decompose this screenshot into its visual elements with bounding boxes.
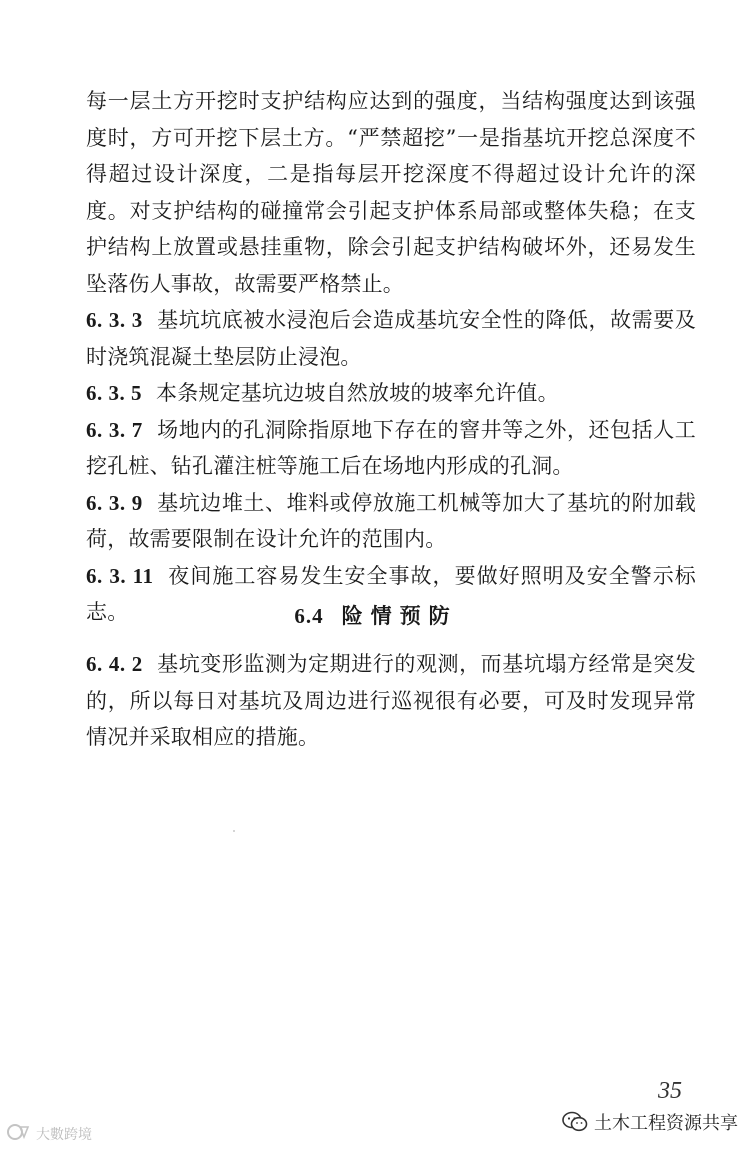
clause-text: 基坑边堆土、堆料或停放施工机械等加大了基坑的附加载荷，故需要限制在设计允许的范围内。 bbox=[86, 490, 697, 551]
section-title-text: 险情预防 bbox=[341, 604, 458, 628]
body-text-top bbox=[86, 83, 696, 631]
body-text-bottom bbox=[86, 646, 696, 756]
clause-paragraph bbox=[86, 375, 696, 412]
clause-number: 6. 4. 2 bbox=[86, 652, 143, 676]
section-number: 6.4 bbox=[294, 604, 324, 628]
clause-paragraph bbox=[86, 646, 696, 756]
page-number: 35 bbox=[658, 1078, 682, 1104]
clause-text: 夜间施工容易发生安全事故，要做好照明及安全警示标志。 bbox=[86, 563, 696, 624]
clause-number: 6. 3. 5 bbox=[86, 381, 142, 405]
clause-paragraph bbox=[86, 302, 696, 375]
clause-text: 本条规定基坑边坡自然放坡的坡率允许值。 bbox=[156, 381, 559, 405]
clause-paragraph bbox=[86, 412, 696, 485]
section-heading bbox=[0, 601, 752, 631]
clause-text: 场地内的孔洞除指原地下存在的窨井等之外，还包括人工挖孔桩、钻孔灌注桩等施工后在场地内形成的孔洞。 bbox=[86, 417, 697, 478]
clause-paragraph bbox=[86, 485, 696, 558]
clause-number: 6. 3. 3 bbox=[86, 308, 143, 332]
source-watermark bbox=[562, 1108, 738, 1136]
watermark-text: 土木工程资源共享 bbox=[594, 1113, 738, 1134]
clause-number: 6. 3. 11 bbox=[86, 563, 154, 588]
paragraph: 每一层土方开挖时支护结构应达到的强度，当结构强度达到该强度时，方可开挖下层土方。“严禁超挖”一是指基坑开挖总深度不得超过设计深度，二是指每层开挖深度不得超过设计允许的深度。对支护结构的碰撞常会引起支护体系局部或整体失稳；在支护结构上放置或悬挂重物，除会引起支护结构破坏外，还易发生坠落伤人事故，故需要严格禁止。 bbox=[86, 89, 696, 296]
corner-watermark bbox=[6, 1122, 92, 1146]
clause-number: 6. 3. 9 bbox=[86, 490, 143, 515]
clause-number: 6. 3. 7 bbox=[86, 417, 143, 442]
clause-text: 基坑坑底被水浸泡后会造成基坑安全性的降低，故需要及时浇筑混凝土垫层防止浸泡。 bbox=[86, 308, 697, 369]
wechat-icon bbox=[562, 1111, 588, 1133]
watermark-logo-icon bbox=[6, 1123, 32, 1145]
clause-text: 基坑变形监测为定期进行的观测，而基坑塌方经常是突发的，所以每日对基坑及周边进行巡视很有必要，可及时发现异常情况并采取相应的措施。 bbox=[86, 652, 697, 749]
scan-speck bbox=[233, 830, 235, 832]
watermark-left-text: 大數跨境 bbox=[36, 1127, 92, 1143]
